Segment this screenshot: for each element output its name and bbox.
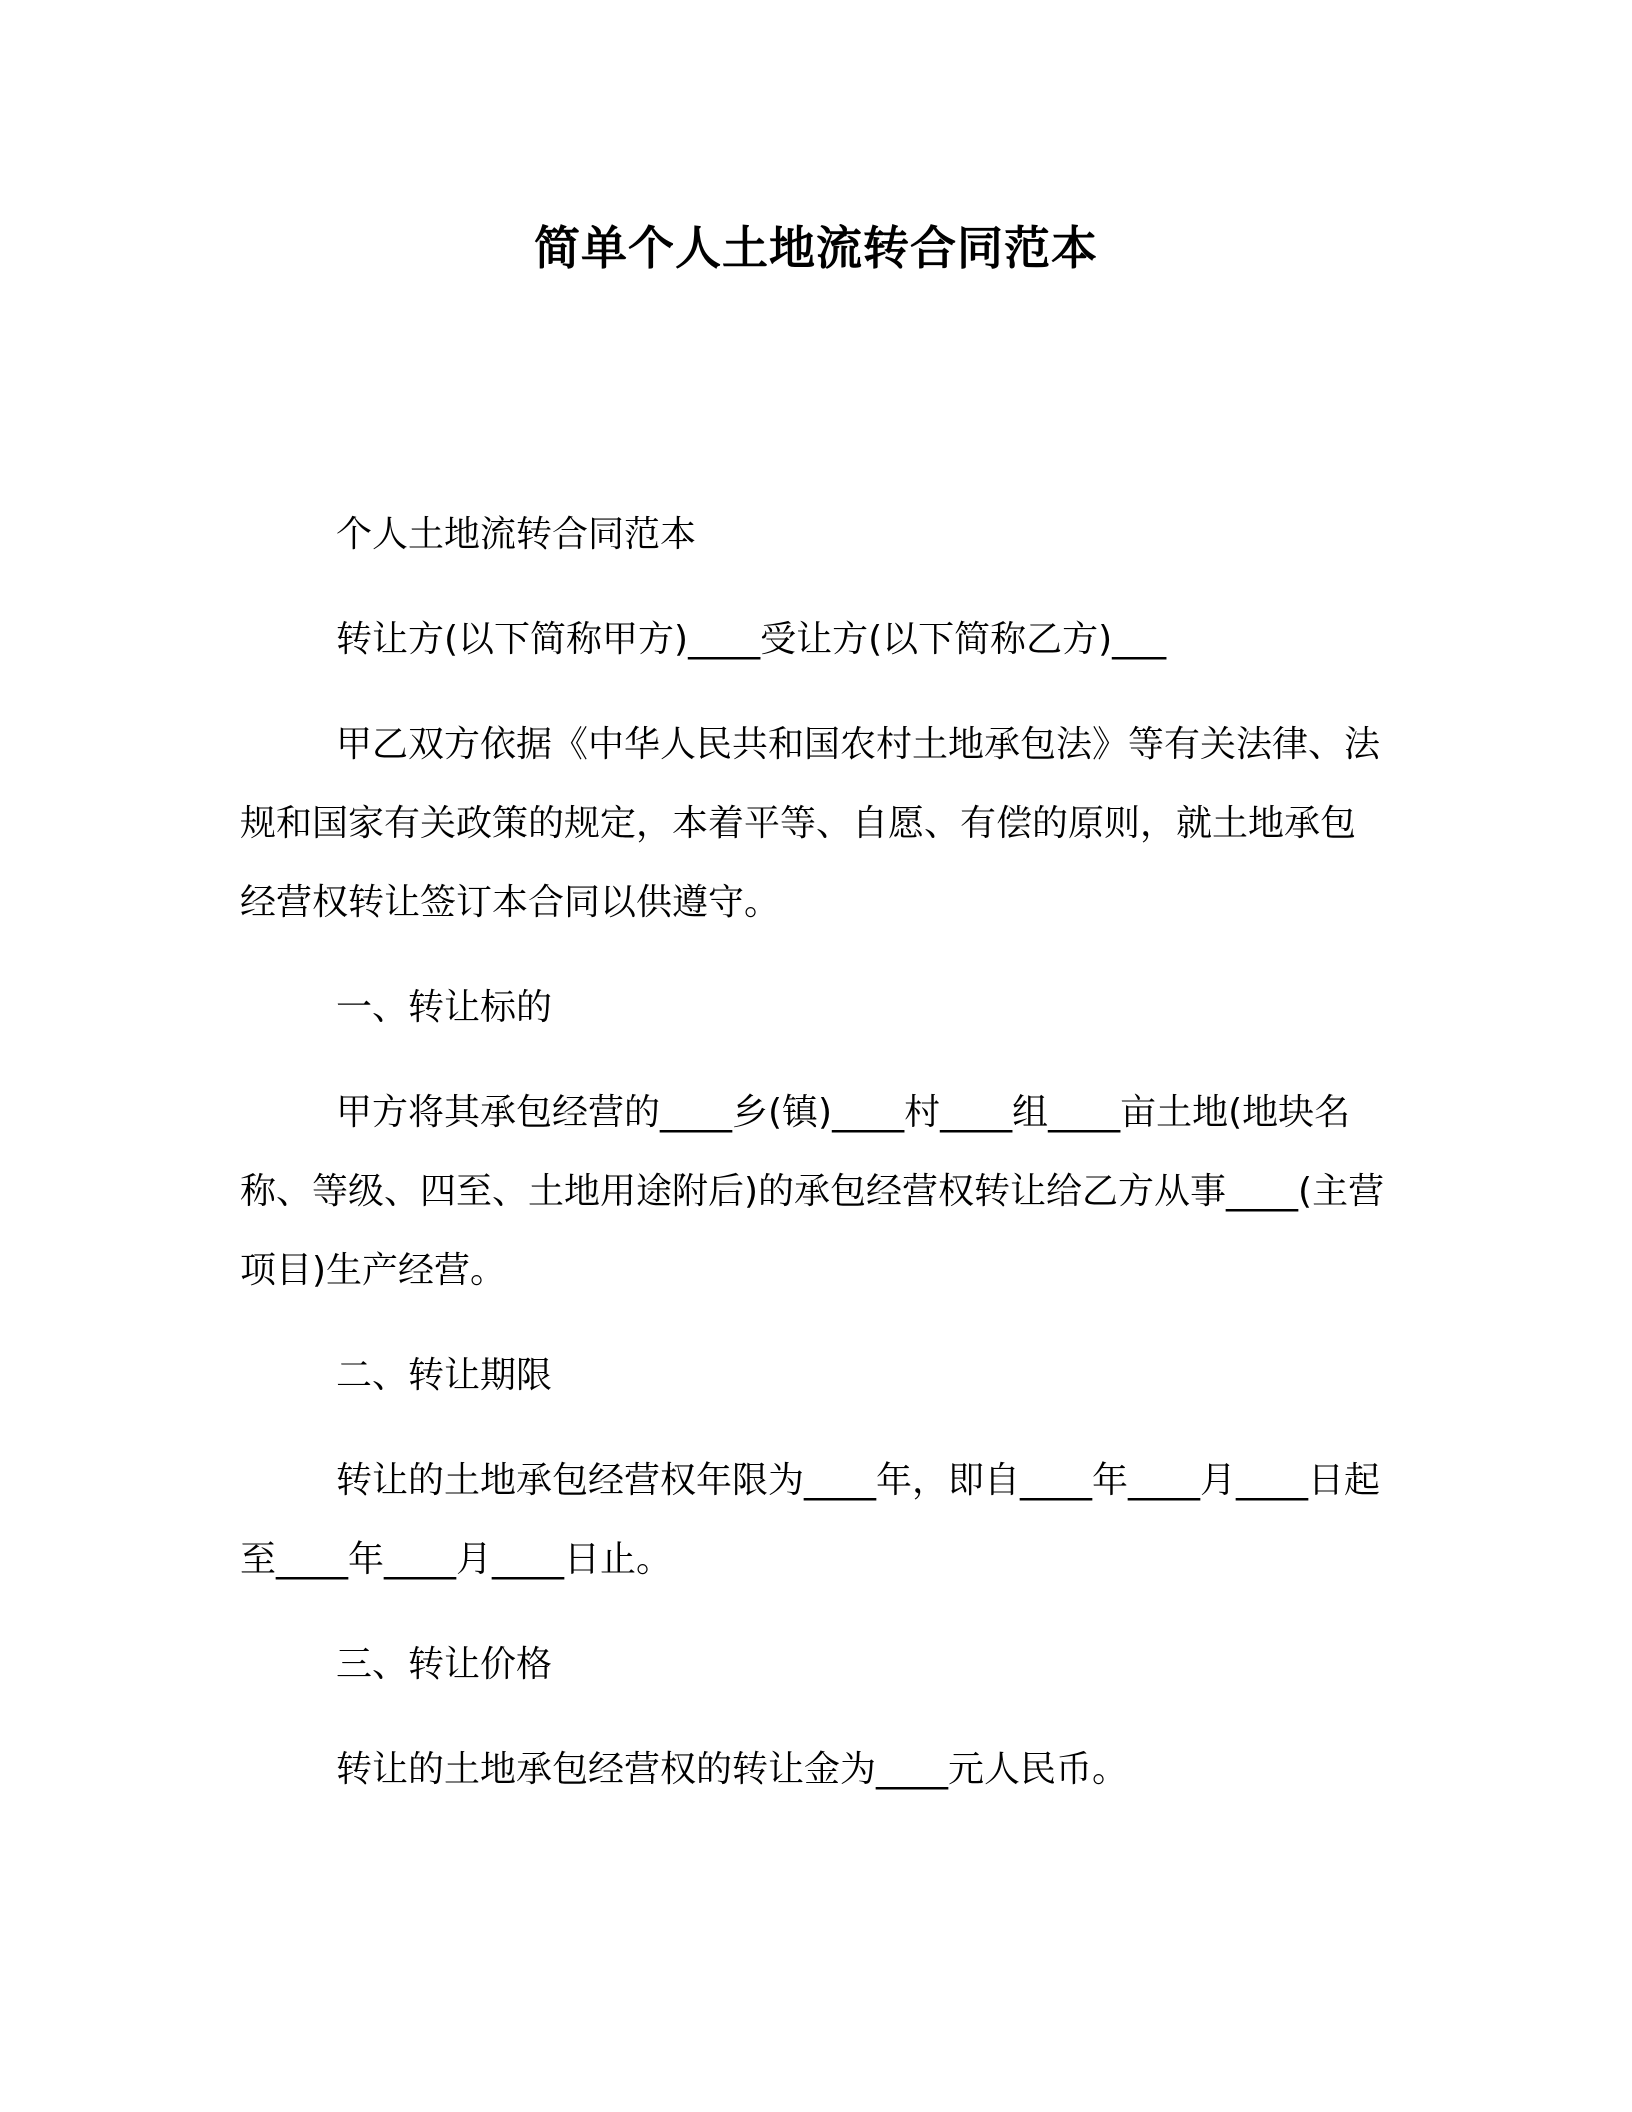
transfer-price-paragraph: 转让的土地承包经营权的转让金为____元人民币。 <box>336 1749 1129 1790</box>
parties-line: 转让方(以下简称甲方)____受让方(以下简称乙方)___ <box>336 619 1167 660</box>
section-heading-transfer-object: 一、转让标的 <box>336 987 553 1028</box>
document-body <box>240 495 1390 1835</box>
transfer-object-paragraph: 甲方将其承包经营的____乡(镇)____村____组____亩土地(地块名称、等级、四至、土地用途附后)的承包经营权转让给乙方从事____(主营项目)生产经营。 <box>240 1092 1385 1291</box>
section-heading-transfer-term: 二、转让期限 <box>336 1355 553 1396</box>
document-title: 简单个人土地流转合同范本 <box>534 221 1098 275</box>
section-heading-transfer-price: 三、转让价格 <box>336 1644 553 1685</box>
transfer-term-paragraph: 转让的土地承包经营权年限为____年，即自____年____月____日起至____年____月____日止。 <box>240 1460 1381 1580</box>
contract-subtitle: 个人土地流转合同范本 <box>336 514 697 555</box>
preamble-paragraph: 甲乙双方依据《中华人民共和国农村土地承包法》等有关法律、法规和国家有关政策的规定，本着平等、自愿、有偿的原则，就土地承包经营权转让签订本合同以供遵守。 <box>240 724 1381 923</box>
